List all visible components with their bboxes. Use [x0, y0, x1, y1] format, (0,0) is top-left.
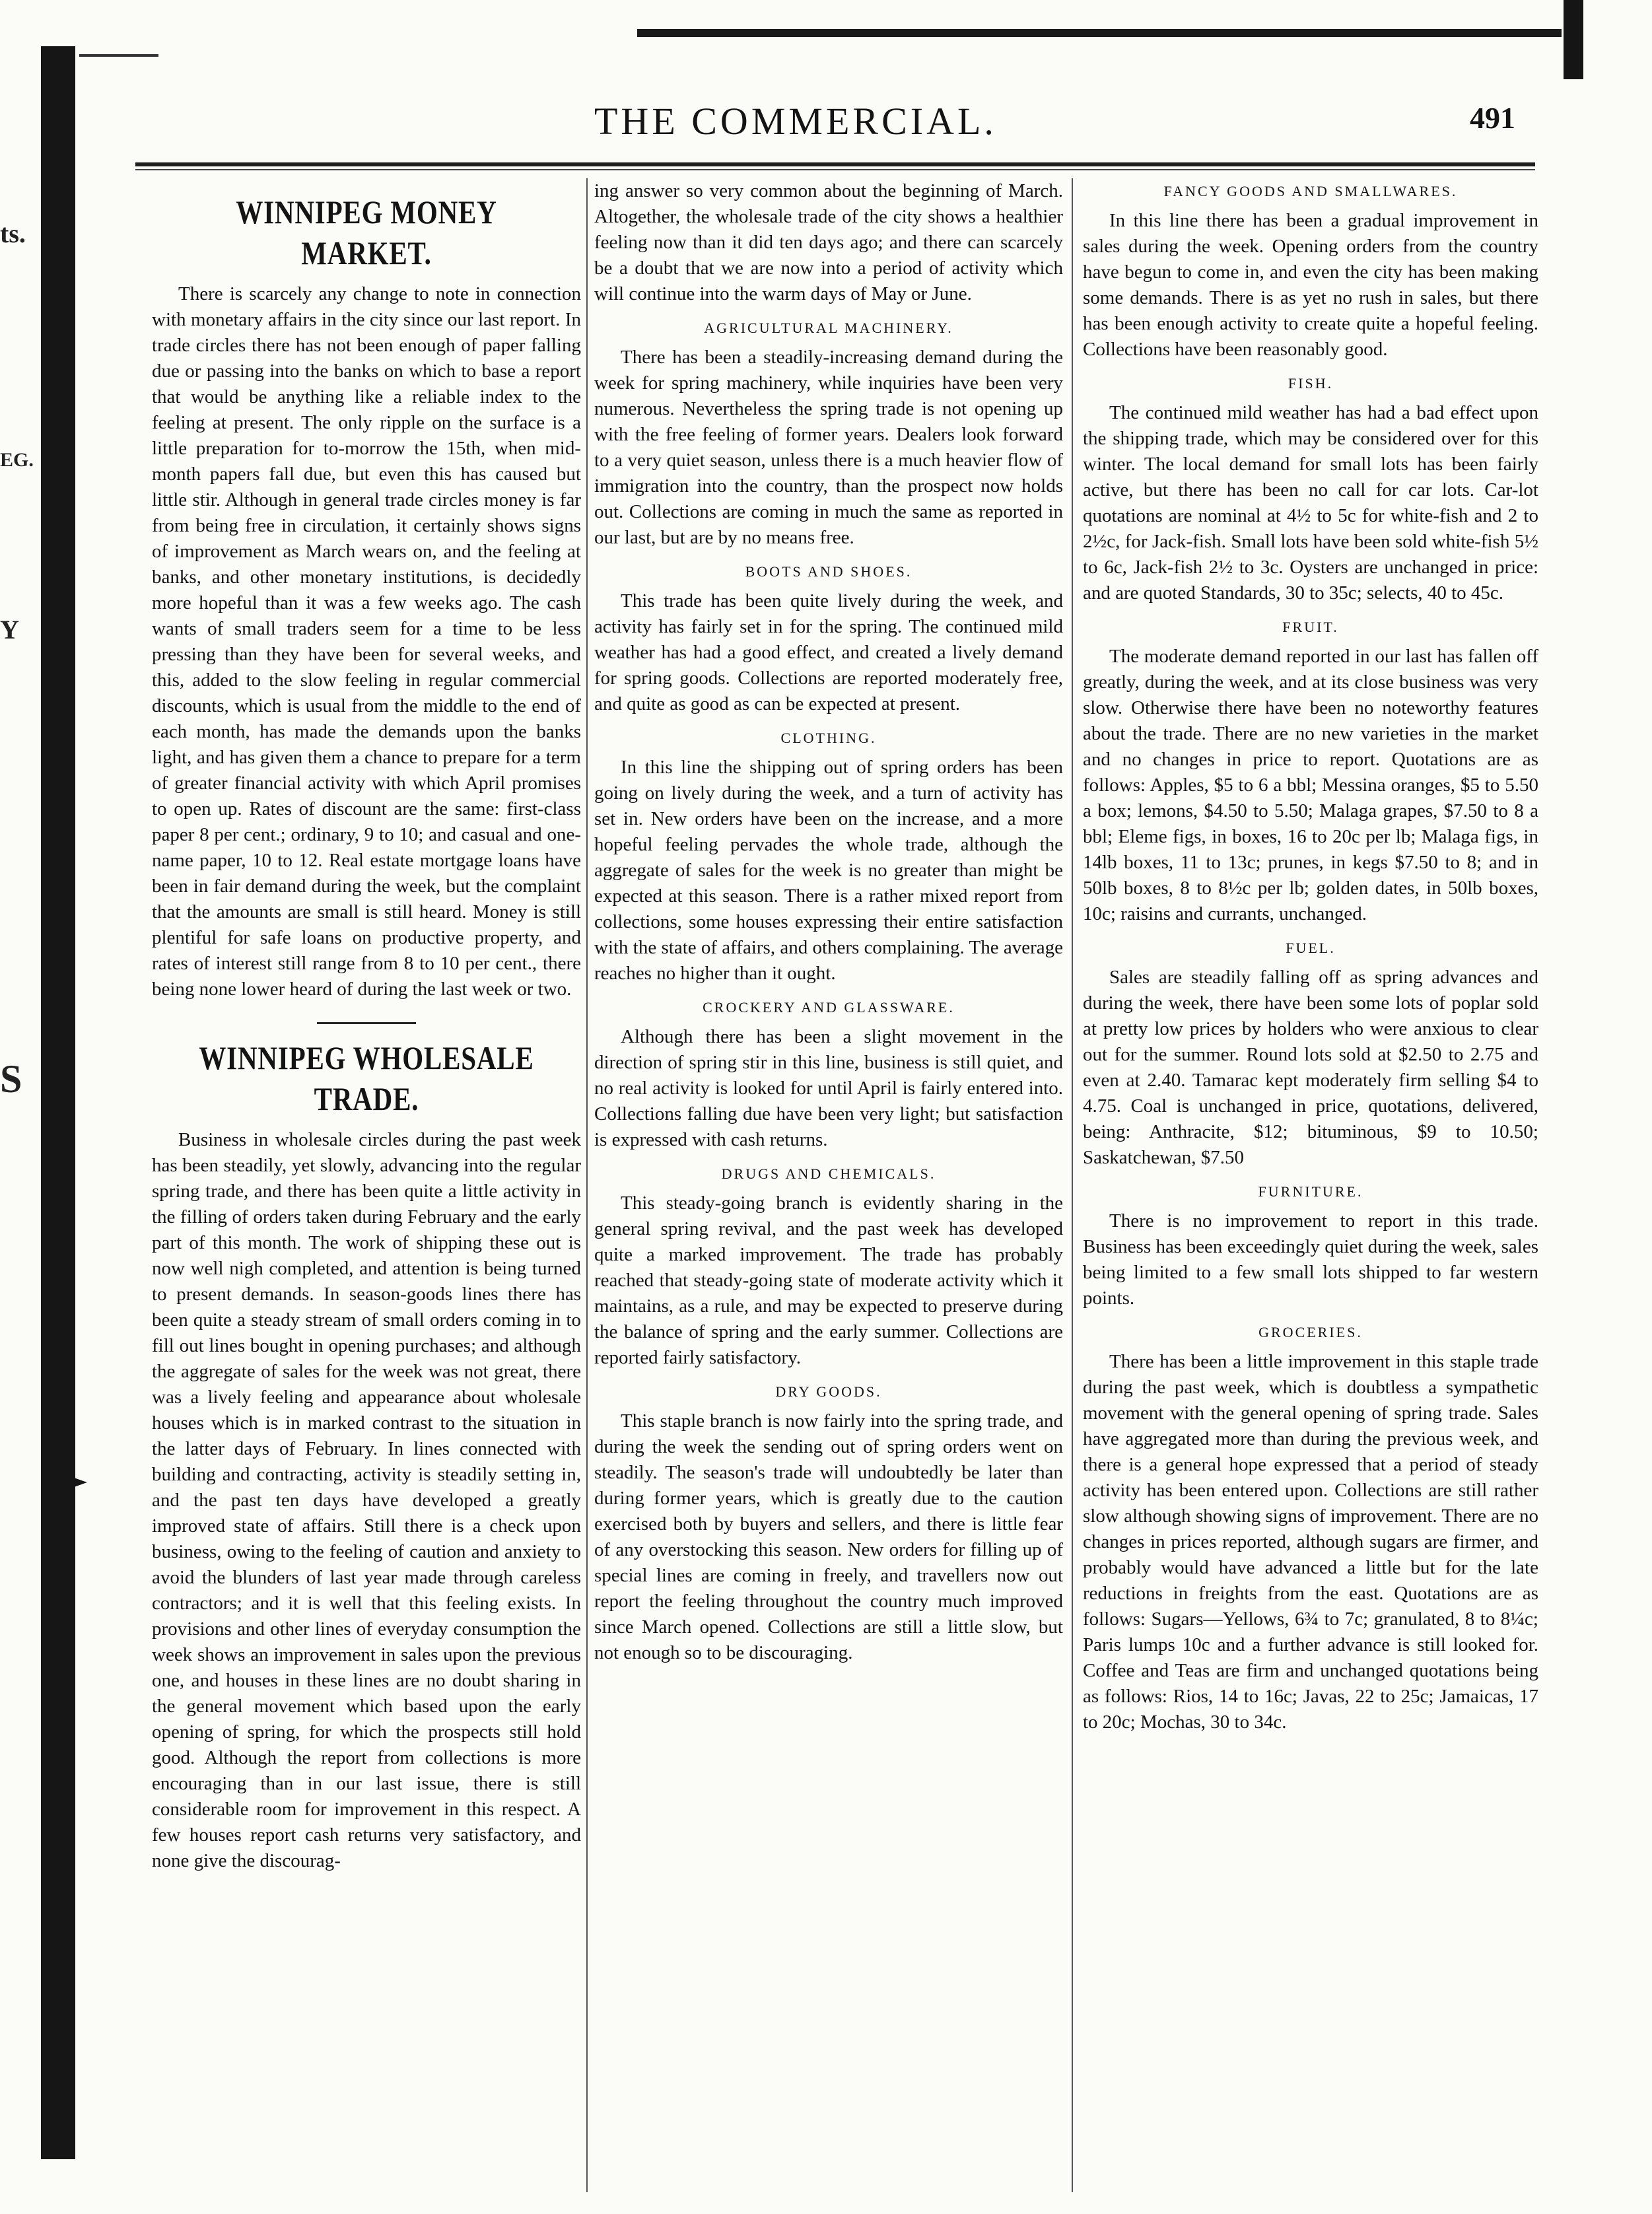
- subhead-furniture: FURNITURE.: [1258, 1183, 1363, 1200]
- boots-and-shoes-body: This trade has been quite lively during the week, and activity has fairly set in for the spring. The continued mild weather has had a good effect, and created a lively demand for spring goods. Collections are reported moderately free, and quite as good as can be expected at present.: [594, 590, 1063, 714]
- column-rule: [586, 178, 588, 2192]
- wholesale-continuation: ing answer so very common about the beginning of March. Altogether, the wholesale trade of the city shows a healthier feeling now than it did ten days ago; and there can scarcely be a doubt that we are now into a period of activity which will continue into the warm days of May or June.: [594, 180, 1063, 304]
- subhead-fancy-goods: FANCY GOODS AND SMALLWARES.: [1163, 183, 1458, 199]
- fuel-body: Sales are steadily falling off as spring advances and during the week, there have been some lots of poplar sold at pretty low prices by holders who were anxious to clear out for the summer. Round lots sold at $2.50 to 2.75 and even at 2.40. Tamarac kept moderately firm selling $4 to 4.75. Coal is unchanged in price, quotations, delivered, being: Anthracite, $12; bituminous, $9 to 10.50; Saskatchewan, $7.50: [1083, 967, 1538, 1168]
- fancy-goods-body: In this line there has been a gradual improvement in sales during the week. Opening orders from the country have begun to come in, and even the city has been making some demands. There is as yet no rush in sales, but there has been enough activity to create quite a hopeful feeling. Collections have been reasonably good.: [1083, 210, 1538, 360]
- dry-goods-body: This staple branch is now fairly into the spring trade, and during the week the sending out of spring orders went on steadily. The season's trade will undoubtedly be later than during former years, which is greatly due to the caution exercised both by buyers and sellers, and there is little fear of any overstocking this season. New orders for filling up of special lines are coming in freely, and travellers now out report the feeling throughout the country much improved since March opened. Collections are still a little slow, but not enough so to be discouraging.: [594, 1410, 1063, 1663]
- subhead-agricultural-machinery: AGRICULTURAL MACHINERY.: [704, 320, 953, 336]
- subhead-dry-goods: DRY GOODS.: [775, 1383, 882, 1400]
- subhead-groceries: GROCERIES.: [1258, 1324, 1363, 1340]
- subhead-fish: FISH.: [1288, 375, 1334, 392]
- margin-fragment: S: [0, 1057, 22, 1101]
- section-separator: [317, 1022, 416, 1024]
- head-rule-thin: [135, 169, 1535, 170]
- margin-fragment: Y: [0, 615, 19, 644]
- furniture-body: There is no improvement to report in this trade. Business has been exceedingly quiet during the week, sales being limited to a few small lots shipped to far western points.: [1083, 1210, 1538, 1309]
- agricultural-machinery-body: There has been a steadily-increasing demand during the week for spring machinery, while inquiries have been very numerous. Nevertheless the spring trade is not opening up with the free feeling of former years. Dealers look forward to a very quiet season, unless there is a much heavier flow of immigration into the country, than the prospect now holds out. Collections are coming in much the same as reported in our last, but are by no means free.: [594, 347, 1063, 548]
- wholesale-trade-body: Business in wholesale circles during the past week has been steadily, yet slowly, advancing into the regular spring trade, and there has been quite a little activity in the filling of orders taken during February and the early part of this month. The work of shipping these out is now well nigh completed, and attention is being turned to present demands. In season-goods lines there has been quite a steady stream of small orders coming in to fill out lines bought in opening purchases; and although the aggregate of sales for the week was not great, there was a lively feeling and appearance about wholesale houses which is in marked contrast to the situation in the latter days of February. In lines connected with building and contracting, activity is steadily setting in, and the past ten days have developed a greatly improved state of affairs. Still there is a check upon business, owing to the feeling of caution and anxiety to avoid the blunders of last year made through careless contractors; and it is well that this feeling exists. In provisions and other lines of everyday consumption the week shows an improvement in sales upon the previous one, and houses in these lines are no doubt sharing in the general movement which based upon the early opening of spring, for which the prospects still hold good. Although the report from collections is more encouraging than in our last issue, there is still considerable room for improvement in this respect. A few houses report cash returns very satisfactory, and none give the discourag-: [152, 1129, 581, 1871]
- drugs-body: This steady-going branch is evidently sharing in the general spring revival, and the past week has developed quite a marked improvement. The trade has probably reached that steady-going state of moderate activity which it maintains, as a rule, and may be expected to preserve during the balance of spring and the early summer. Collections are reported fairly satisfactory.: [594, 1193, 1063, 1368]
- column-rule: [1072, 178, 1073, 2192]
- section-heading-wholesale-trade: WINNIPEG WHOLESALE TRADE.: [199, 1039, 534, 1117]
- section-heading-money-market: WINNIPEG MONEY MARKET.: [236, 193, 497, 271]
- clothing-body: In this line the shipping out of spring orders has been going on lively during the week, and a turn of activity has set in. New orders have been on the increase, and a more hopeful feeling pervades the whole trade, although the aggregate of sales for the week is no greater than might be expected at this season. There is a rather mixed report from collections, some houses expressing their entire satisfaction with the state of affairs, and others complaining. The average reaches no higher than it ought.: [594, 757, 1063, 984]
- subhead-boots-and-shoes: BOOTS AND SHOES.: [745, 563, 912, 580]
- top-left-mark: [79, 54, 158, 57]
- column-2: [594, 178, 1063, 1666]
- fruit-body: The moderate demand reported in our last has fallen off greatly, during the week, and at its close business was very slow. Otherwise there have been no noteworthy features about the trade. There are no new varieties in the market and no changes in price to report. Quotations are as follows: Apples, $5 to 6 a bbl; Messina oranges, $5 to 5.50 a box; lemons, $4.50 to 5.50; Malaga grapes, $7.50 to 8 a bbl; Eleme figs, in boxes, 16 to 20c per lb; Malaga figs, in 14lb boxes, 11 to 13c; prunes, in kegs $7.50 to 8; and in 50lb boxes, 8 to 8½c per lb; golden dates, in 50lb boxes, 10c; raisins and currants, unchanged.: [1083, 646, 1538, 924]
- running-head: THE COMMERCIAL.: [594, 100, 997, 143]
- top-rule: [637, 29, 1562, 37]
- column-1: [152, 178, 581, 1874]
- margin-fragment: ts.: [0, 219, 26, 248]
- fish-body: The continued mild weather has had a bad effect upon the shipping trade, which may be considered over for this winter. The local demand for small lots has been fairly active, but there has been no call for car lots. Car-lot quotations are nominal at 4½ to 5c for white-fish and 2 to 2½c, for Jack-fish. Small lots have been sold white-fish 5½ to 6c, Jack-fish 2½ to 3c. Oysters are unchanged in price: and are quoted Standards, 30 to 35c; selects, 40 to 45c.: [1083, 402, 1538, 604]
- subhead-fruit: FRUIT.: [1282, 619, 1339, 635]
- subhead-crockery: CROCKERY AND GLASSWARE.: [703, 999, 955, 1016]
- head-rule: [135, 162, 1535, 166]
- column-3: [1083, 178, 1538, 1735]
- crockery-body: Although there has been a slight movement in the direction of spring stir in this line, business is still quiet, and no real activity is looked for until April is fairly entered into. Collections falling due have been very light; but satisfaction is expressed with cash returns.: [594, 1026, 1063, 1150]
- margin-fragment: EG.: [0, 449, 34, 471]
- binding-edge: [41, 46, 75, 2159]
- page-number: 491: [1470, 101, 1515, 135]
- subhead-clothing: CLOTHING.: [780, 730, 877, 746]
- money-market-body: There is scarcely any change to note in connection with monetary affairs in the city since our last report. In trade circles there has not been enough of paper falling due or passing into the banks on which to base a report that would be anything like a reliable index to the feeling at present. The only ripple on the surface is a little preparation for to-morrow the 15th, when mid-month papers fall due, but even this has caused but little stir. Although in general trade circles money is far from being free in circulation, it certainly shows signs of improvement as March wears on, and the feeling at banks, and other monetary institutions, is decidedly more hopeful than it was a few weeks ago. The cash wants of small traders seem for a time to be less pressing than they have been for several weeks, and this, added to the slow feeling in regular commercial discounts, which is usual from the middle to the end of each month, has made the demands upon the banks light, and has given them a chance to prepare for a term of greater financial activity with which April promises to open up. Rates of discount are the same: first-class paper 8 per cent.; ordinary, 9 to 10; and casual and one-name paper, 10 to 12. Real estate mortgage loans have been in fair demand during the week, but the complaint that the amounts are small is still heard. Money is still plentiful for safe loans on productive property, and rates of interest still range from 8 to 10 per cent., there being none lower heard of during the last week or two.: [152, 283, 581, 1000]
- groceries-body: There has been a little improvement in this staple trade during the past week, which is doubtless a sympathetic movement with the general opening of spring trade. Sales have aggregated more than during the previous week, and there is a general hope expressed that a period of steady activity has been entered upon. Collections are still rather slow although showing signs of improvement. There are no changes in prices reported, although sugars are firmer, and probably would have advanced a little but for the late reductions in freights from the east. Quotations are as follows: Sugars—Yellows, 6¾ to 7c; granulated, 8 to 8¼c; Paris lumps 10c and a further advance is still looked for. Coffee and Teas are firm and unchanged quotations being as follows: Rios, 14 to 16c; Javas, 22 to 25c; Jamaicas, 17 to 20c; Mochas, 30 to 34c.: [1083, 1351, 1538, 1733]
- subhead-fuel: FUEL.: [1286, 940, 1336, 956]
- subhead-drugs: DRUGS AND CHEMICALS.: [721, 1165, 936, 1182]
- top-corner-bar: [1564, 0, 1583, 79]
